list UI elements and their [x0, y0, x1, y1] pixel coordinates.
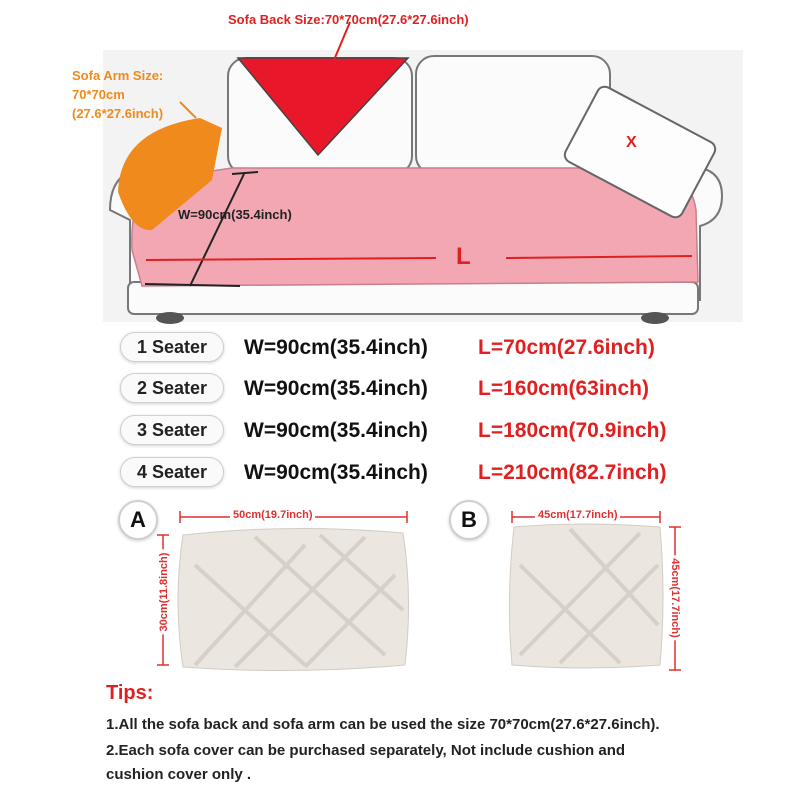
pillow-a-width-label: 50cm(19.7inch) — [230, 509, 315, 521]
length-value-1: L=70cm(27.6inch) — [478, 336, 655, 359]
length-value-3: L=180cm(70.9inch) — [478, 419, 667, 442]
tip-line-2: 2.Each sofa cover can be purchased separately, Not include cushion and — [106, 742, 626, 759]
pillow-a-image — [155, 505, 425, 675]
sofa-diagram — [0, 0, 800, 330]
sofa-back-size-label: Sofa Back Size:70*70cm(27.6*27.6inch) — [228, 12, 469, 27]
tips-title: Tips: — [106, 682, 154, 704]
cushion-excluded-mark: X — [626, 134, 637, 151]
tip-line-1: 1.All the sofa back and sofa arm can be used the size 70*70cm(27.6*27.6inch). — [106, 716, 660, 733]
sofa-arm-size-line3: (27.6*27.6inch) — [72, 106, 164, 121]
pillow-b-height-label: 45cm(17.7inch) — [669, 555, 681, 640]
width-value-2: W=90cm(35.4inch) — [244, 377, 428, 400]
pillow-b-width-label: 45cm(17.7inch) — [535, 509, 620, 521]
width-value-3: W=90cm(35.4inch) — [244, 419, 428, 442]
length-value-2: L=160cm(63inch) — [478, 377, 649, 400]
sofa-arm-size-label — [72, 66, 163, 123]
sofa-arm-size-line1: Sofa Arm Size: — [72, 68, 164, 83]
tip-line-3: cushion cover only . — [106, 766, 252, 783]
seater-option-4[interactable]: 4 Seater — [120, 457, 224, 487]
seater-option-1[interactable]: 1 Seater — [120, 332, 224, 362]
seater-option-3[interactable]: 3 Seater — [120, 415, 224, 445]
pillow-a-height-label: 30cm(11.8inch) — [158, 550, 170, 635]
sofa-width-label: W=90cm(35.4inch) — [178, 207, 292, 222]
sofa-length-label: L — [456, 243, 471, 270]
seater-option-2[interactable]: 2 Seater — [120, 373, 224, 403]
sofa-arm-size-line2: 70*70cm — [72, 87, 125, 102]
width-value-1: W=90cm(35.4inch) — [244, 336, 428, 359]
pillow-b-badge: B — [449, 500, 489, 540]
length-value-4: L=210cm(82.7inch) — [478, 461, 667, 484]
width-value-4: W=90cm(35.4inch) — [244, 461, 428, 484]
sofa-illustration — [0, 0, 800, 330]
pillow-b-image — [500, 505, 690, 675]
pillow-a-badge: A — [118, 500, 158, 540]
